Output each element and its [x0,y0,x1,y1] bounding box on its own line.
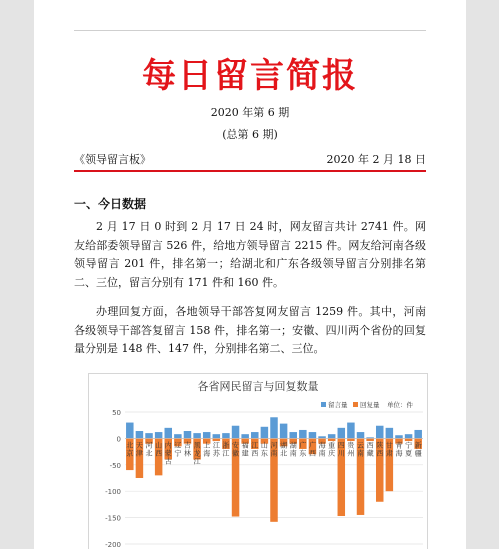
x-tick-label: 江苏 [212,441,220,458]
x-tick-label: 福建 [241,441,249,458]
x-tick-label: 浙江 [222,441,230,458]
y-tick-label: -150 [105,514,121,523]
legend-swatch-1 [353,402,358,407]
chart-title: 各省网民留言与回复数量 [197,380,319,393]
bar-messages [414,430,421,438]
bar-messages [126,423,133,439]
bar-messages [165,428,172,439]
x-tick-label: 吉林 [183,441,191,458]
paragraph-replies: 办理回复方面，各地领导干部答复网友留言 1259 件。其中，河南各级领导干部答复留言 158 件，排名第一；安徽、四川两个省份的回复量分别是 148 件、147 件，分别排名第二、三位。 [74,305,426,355]
x-tick-label: 黑龙江 [193,441,201,466]
bar-messages [251,432,258,438]
x-tick-label: 海南 [318,441,326,458]
board-name: 《领导留言板》 [74,153,151,166]
bar-chart [88,373,428,549]
x-tick-label: 青海 [395,441,403,458]
x-tick-label: 西藏 [366,441,374,458]
x-tick-label: 河南 [270,441,278,458]
x-tick-label: 贵州 [347,441,355,458]
legend-label-1: 回复量 [360,401,380,409]
top-divider [74,30,426,31]
bar-messages [193,433,200,438]
bar-messages [338,428,345,439]
report-page [34,0,466,549]
bar-messages [405,434,412,438]
total-issue-number: (总第 6 期) [222,128,278,141]
y-tick-label: 50 [112,409,121,417]
x-tick-label: 上海 [203,441,211,458]
x-tick-label: 河北 [145,441,153,458]
x-tick-label: 广东 [299,441,307,458]
y-tick-label: 0 [116,435,121,444]
x-tick-label: 辽宁 [174,441,182,458]
y-tick-label: -200 [105,541,121,549]
bar-messages [261,427,268,439]
bar-messages [174,434,181,438]
bar-messages [376,426,383,439]
bar-messages [299,430,306,438]
section-title: 一、今日数据 [74,197,147,211]
x-tick-label: 湖南 [289,441,297,458]
legend-swatch-0 [321,402,326,407]
paragraph-messages: 2 月 17 日 0 时到 2 月 17 日 24 时，网友留言共计 2741 件。网友给部委领导留言 526 件，给地方领导留言 2215 件。网友给河南各级领导留言 201 件，排名第一；给湖北和广东各级领导留言分别排名第二、三位，留言分别有 171 件和 160 件。 [74,220,426,289]
bar-messages [347,423,354,439]
bar-messages [136,431,143,438]
bar-messages [145,433,152,438]
report-masthead: 每日留言简报 [142,56,358,96]
bar-messages [328,434,335,438]
issue-number: 2020 年第 6 期 [210,106,290,119]
bar-messages [184,431,191,438]
x-tick-label: 山西 [155,441,163,458]
x-tick-label: 重庆 [328,441,336,458]
bar-messages [213,434,220,438]
x-tick-label: 江西 [251,441,259,458]
x-tick-label: 湖北 [280,441,288,458]
bar-messages [241,434,248,438]
x-tick-label: 北京 [126,441,134,458]
bar-messages [270,417,277,438]
y-tick-label: -50 [109,461,121,470]
legend-label-0: 留言量 [328,401,348,409]
x-tick-label: 陕西 [376,441,384,458]
bar-messages [222,433,229,438]
bar-messages [309,432,316,438]
x-tick-label: 山东 [260,441,268,458]
x-tick-label: 天津 [135,441,143,458]
bar-messages [280,424,287,439]
report-date: 2020 年 2 月 18 日 [326,153,426,166]
x-tick-label: 新疆 [414,441,422,458]
bar-messages [395,435,402,438]
bar-messages [203,432,210,438]
x-tick-label: 云南 [357,441,365,458]
x-tick-label: 内蒙古 [164,441,172,466]
red-divider [74,170,426,172]
bar-messages [232,426,239,439]
chart-unit-label: 单位：件 [387,401,413,409]
bar-messages [289,432,296,438]
chart-canvas [89,374,427,549]
y-tick-label: -100 [105,488,121,497]
x-tick-label: 安徽 [232,441,240,458]
bar-messages [155,432,162,438]
x-tick-label: 广西 [308,441,316,458]
x-tick-label: 宁夏 [405,441,413,458]
x-tick-label: 四川 [337,441,345,458]
bar-messages [386,428,393,439]
bar-messages [357,432,364,438]
x-tick-label: 甘肃 [385,441,393,458]
